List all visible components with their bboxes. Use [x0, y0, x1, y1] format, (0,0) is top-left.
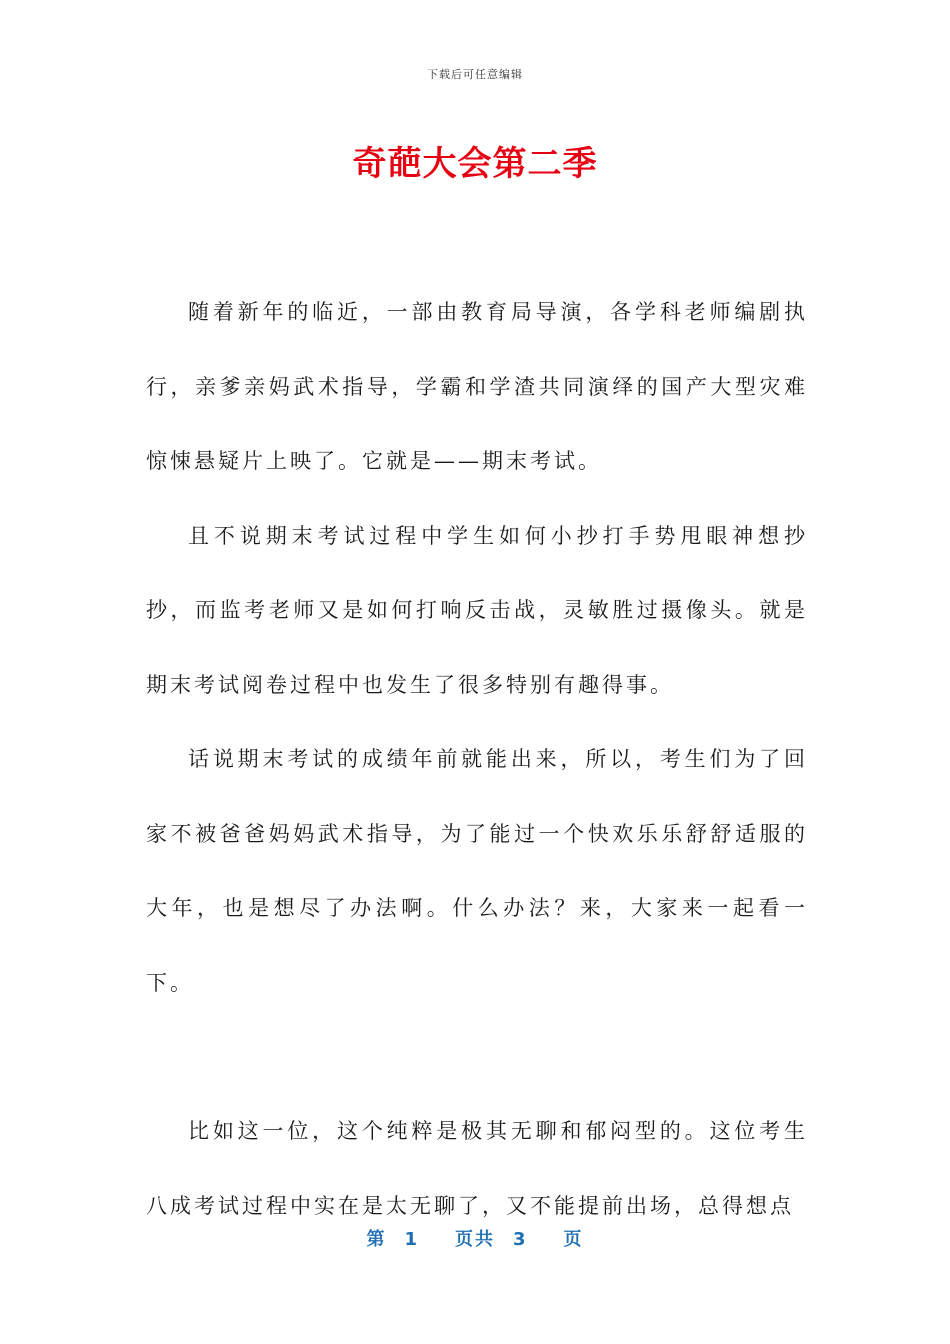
document-body [146, 275, 808, 1243]
page-footer [0, 1225, 950, 1251]
paragraph-spacer [146, 1020, 808, 1094]
footer-current-page: 1 [404, 1229, 419, 1250]
paragraph-1: 随着新年的临近，一部由教育局导演，各学科老师编剧执行，亲爹亲妈武术指导，学霸和学渣共同演绎的国产大型灾难惊悚悬疑片上映了。它就是——期末考试。 [146, 300, 808, 473]
footer-prefix: 第 [366, 1229, 387, 1250]
paragraph-3: 话说期末考试的成绩年前就能出来，所以，考生们为了回家不被爸爸妈妈武术指导，为了能过一个快欢乐乐舒舒适服的大年，也是想尽了办法啊。什么办法？来，大家来一起看一下。 [146, 747, 808, 995]
footer-total-pages: 3 [513, 1229, 528, 1250]
document-title: 奇葩大会第二季 [352, 144, 598, 184]
paragraph-4: 比如这一位，这个纯粹是极其无聊和郁闷型的。这位考生八成考试过程中实在是太无聊了，又不能提前出场，总得想点 [146, 1119, 808, 1218]
paragraph-2: 且不说期末考试过程中学生如何小抄打手势甩眼神想抄抄，而监考老师又是如何打响反击战，灵敏胜过摄像头。就是期末考试阅卷过程中也发生了很多特别有趣得事。 [146, 523, 808, 697]
footer-middle: 页共 [455, 1229, 495, 1250]
header-note: 下载后可任意编辑 [427, 68, 523, 81]
footer-suffix: 页 [563, 1229, 584, 1250]
